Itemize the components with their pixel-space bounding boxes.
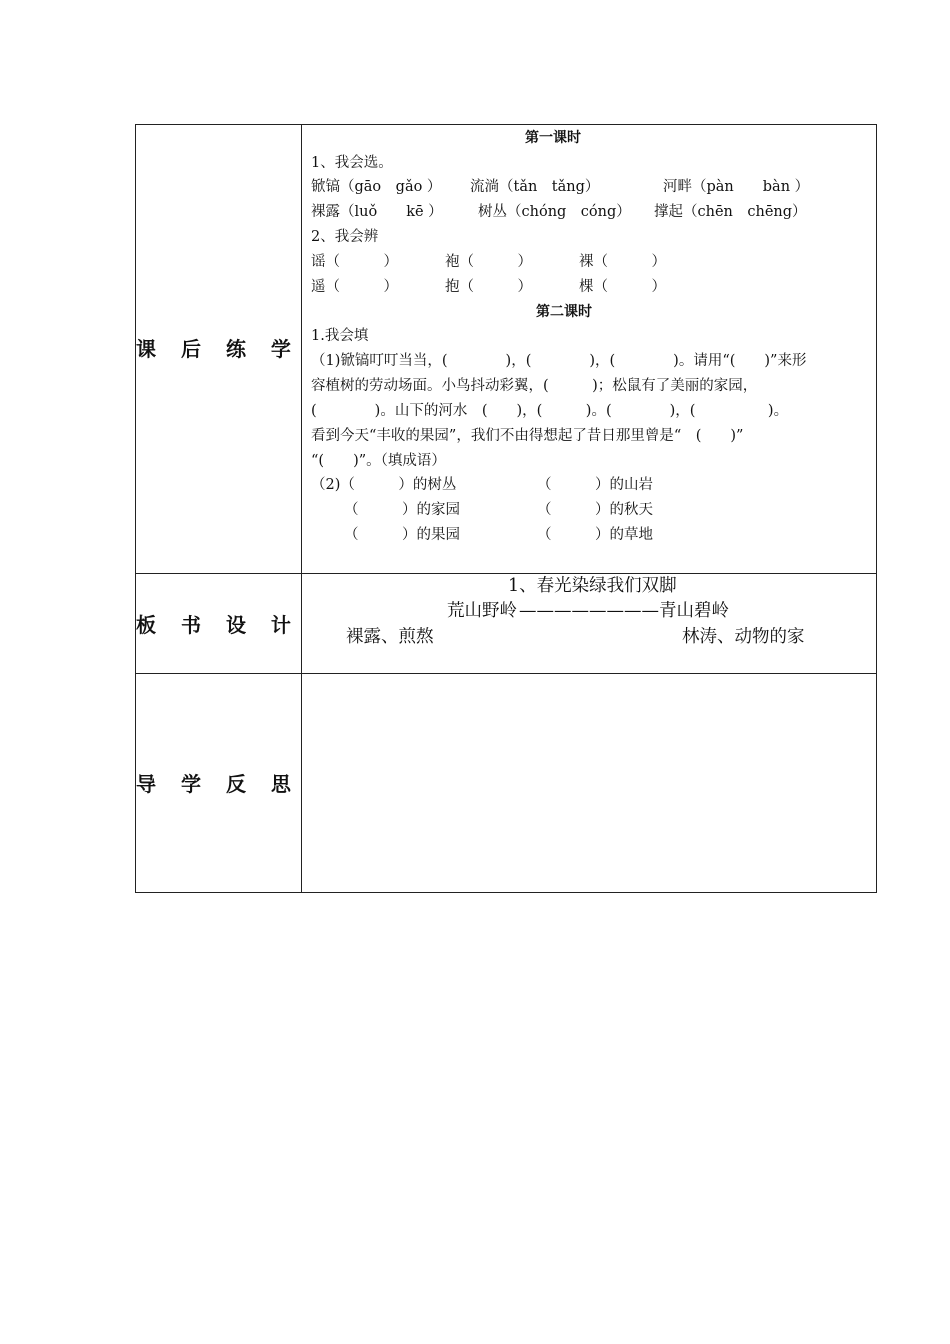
q2-row1-item1: 谣（ ） xyxy=(311,254,398,270)
row-divider-1 xyxy=(135,573,877,574)
q1-title: 1、我会选。 xyxy=(311,155,393,171)
board-right-phrase: 青山碧岭 xyxy=(659,601,729,621)
fill-title: 1.我会填 xyxy=(311,328,369,344)
board-left-note: 裸露、煎熬 xyxy=(346,627,434,647)
fill2-row3-left: （ ）的果园 xyxy=(344,527,460,543)
label-exercise: 课 后 练 学 xyxy=(136,337,300,361)
q1-line1b: 流淌（tǎn tǎng） xyxy=(470,179,600,195)
fill2-row1-left: （2)（ ）的树丛 xyxy=(311,477,457,493)
fill-paragraph-line3: ( )。山下的河水 ( )，( )。( )，( )。 xyxy=(311,403,789,419)
q2-row1-item2: 袍（ ） xyxy=(445,254,532,270)
reflection-content-area[interactable] xyxy=(302,674,876,891)
q1-line2c: 撑起（chēn chēng） xyxy=(654,204,807,220)
fill2-row2-right: （ ）的秋天 xyxy=(537,502,653,518)
fill-paragraph-line1: （1)锨镐叮叮当当，( )，( )，( )。请用“( )”来形 xyxy=(311,353,807,369)
fill-paragraph-line2: 容植树的劳动场面。小鸟抖动彩翼，( )；松鼠有了美丽的家园， xyxy=(311,378,758,394)
q2-row2-item2: 抱（ ） xyxy=(445,279,532,295)
board-right-note: 林涛、动物的家 xyxy=(682,627,805,647)
fill-paragraph-line5: “( )”。（填成语） xyxy=(311,453,446,469)
q1-line2a: 裸露（luǒ kē ） xyxy=(311,204,443,220)
q2-row2-item3: 棵（ ） xyxy=(579,279,666,295)
q2-row1-item3: 裸（ ） xyxy=(579,254,666,270)
label-reflection: 导 学 反 思 xyxy=(136,772,300,796)
fill2-row1-right: （ ）的山岩 xyxy=(537,477,653,493)
q2-title: 2、我会辨 xyxy=(311,229,379,245)
q2-row2-item1: 遥（ ） xyxy=(311,279,398,295)
q1-line1c: 河畔（pàn bàn ） xyxy=(663,179,810,195)
board-dashes: ———————— xyxy=(519,601,659,621)
lesson2-title: 第二课时 xyxy=(536,304,592,320)
fill2-row2-left: （ ）的家园 xyxy=(344,502,460,518)
lesson1-title: 第一课时 xyxy=(525,130,581,146)
label-board: 板 书 设 计 xyxy=(136,613,300,637)
fill-paragraph-line4: 看到今天“丰收的果园”，我们不由得想起了昔日那里曾是“ ( )” xyxy=(311,428,744,444)
q1-line1a: 锨镐（gāo gǎo ） xyxy=(311,179,442,195)
q1-line2b: 树丛（chóng cóng） xyxy=(478,204,631,220)
board-title: 1、春光染绿我们双脚 xyxy=(508,576,677,596)
board-left-phrase: 荒山野岭 xyxy=(447,601,517,621)
lesson-plan-table xyxy=(135,124,877,893)
fill2-row3-right: （ ）的草地 xyxy=(537,527,653,543)
